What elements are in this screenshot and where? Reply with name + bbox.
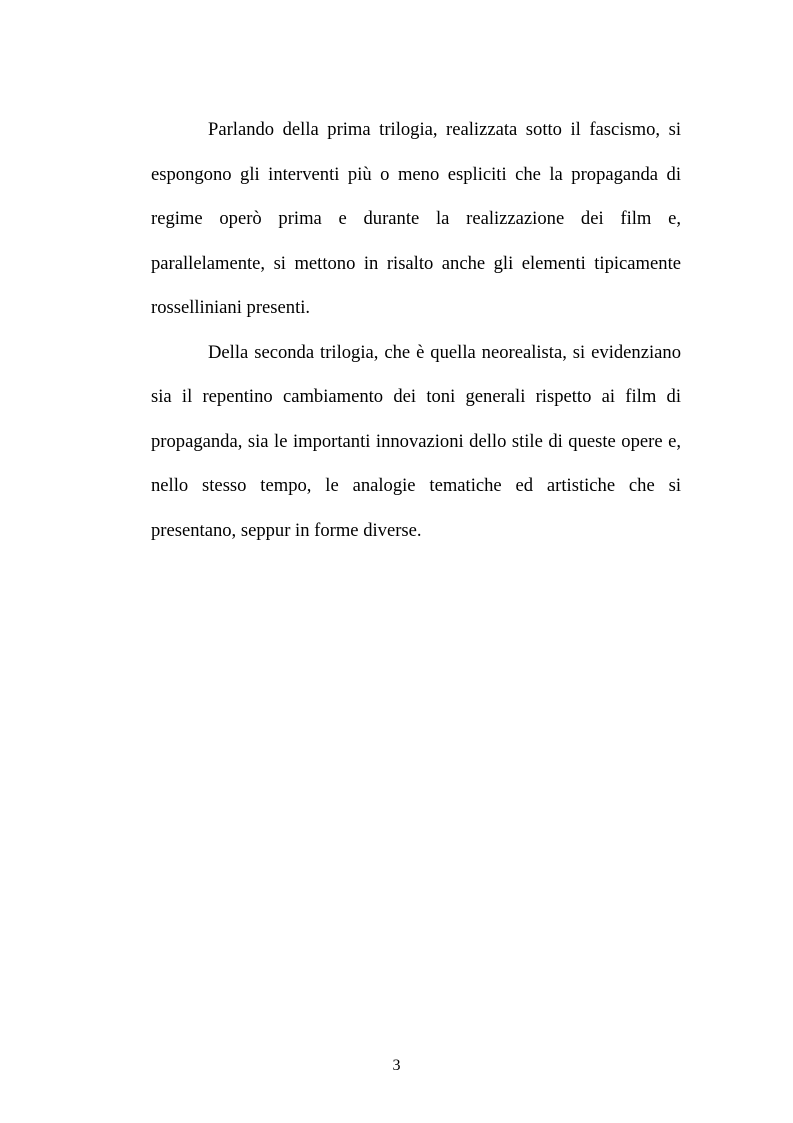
- body-text: [151, 108, 681, 553]
- paragraph-1: Parlando della prima trilogia, realizzata sotto il fascismo, si espongono gli interventi più o meno espliciti che la propaganda di regime operò prima e durante la realizzazione dei film e, parallelamente, si mettono in risalto anche gli elementi tipicamente rosselliniani presenti.: [151, 119, 681, 318]
- page-number: 3: [392, 1057, 401, 1074]
- paragraph-2: Della seconda trilogia, che è quella neorealista, si evidenziano sia il repentino cambiamento dei toni generali rispetto ai film di propaganda, sia le importanti innovazioni dello stile di queste opere e, nello stesso tempo, le analogie tematiche ed artistiche che si presentano, seppur in forme diverse.: [151, 341, 681, 541]
